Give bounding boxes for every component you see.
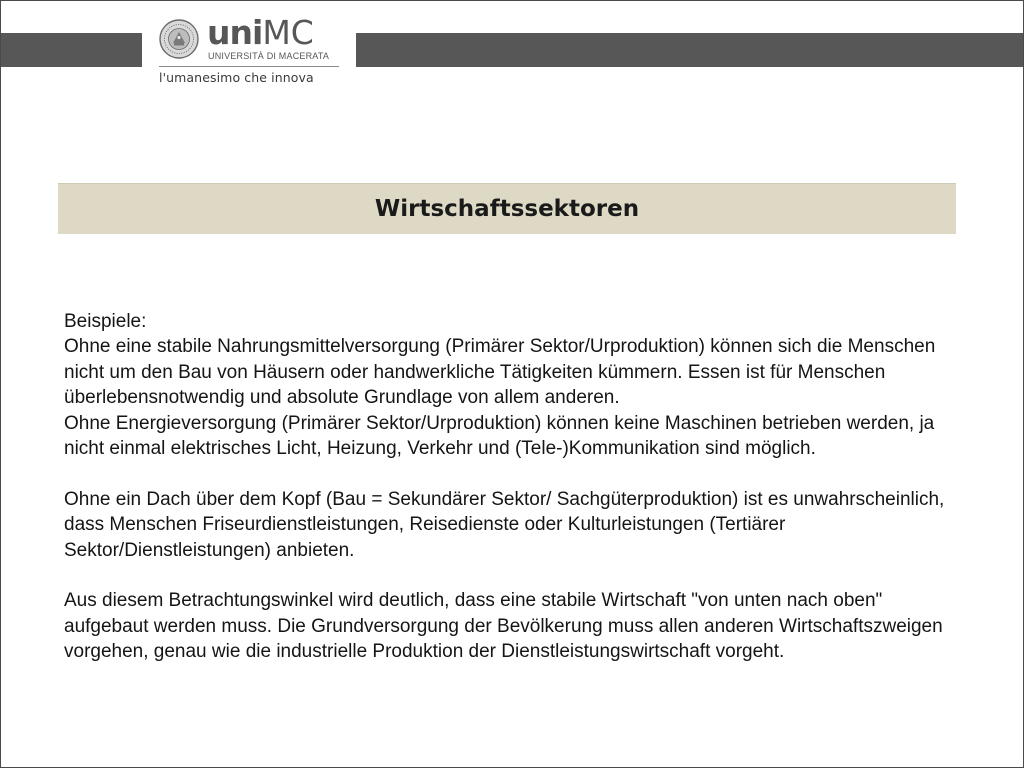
header-band-right	[356, 33, 1023, 67]
logo-wordmark-bold: uni	[207, 13, 263, 52]
header-band-left	[1, 33, 142, 67]
slide-body	[64, 309, 964, 665]
paragraph-conclusion: Aus diesem Betrachtungswinkel wird deutlich, dass eine stabile Wirtschaft "von unten nach oben" aufgebaut werden muss. Die Grundversorgung der Bevölkerung muss allen anderen Wirtschaftszweigen vorgehen, genau wie die industrielle Produktion der Dienstleistungswirtschaft vorgeht.	[64, 590, 943, 663]
logo-divider	[159, 66, 339, 67]
logo-wordmark	[207, 15, 314, 51]
intro-label: Beispiele:	[64, 311, 147, 332]
logo-wordmark-thin: MC	[262, 13, 314, 52]
title-bar	[58, 183, 956, 234]
paragraph-construction: Ohne ein Dach über dem Kopf (Bau = Sekundärer Sektor/ Sachgüterproduktion) ist es unwahrscheinlich, dass Menschen Friseurdienstleistungen, Reisedienste oder Kulturleistungen (Tertiärer Sektor/Dienstleistungen) anbieten.	[64, 488, 945, 561]
logo-tagline: l'umanesimo che innova	[159, 70, 314, 85]
university-seal-icon	[159, 19, 199, 59]
paragraph-energy-supply: Ohne Energieversorgung (Primärer Sektor/Urproduktion) können keine Maschinen betrieben werden, ja nicht einmal elektrisches Licht, Heizung, Verkehr und (Tele-)Kommunikation sind möglich.	[64, 412, 935, 460]
university-logo	[153, 13, 345, 87]
slide-title: Wirtschaftssektoren	[374, 196, 640, 222]
logo-subline: UNIVERSITÀ DI MACERATA	[208, 51, 330, 61]
paragraph-food-supply: Ohne eine stabile Nahrungsmittelversorgung (Primärer Sektor/Urproduktion) können sich die Menschen nicht um den Bau von Häusern oder handwerkliche Tätigkeiten kümmern. Essen ist für Menschen überlebensnotwendig und absolute Grundlage von allem anderen.	[64, 336, 936, 409]
